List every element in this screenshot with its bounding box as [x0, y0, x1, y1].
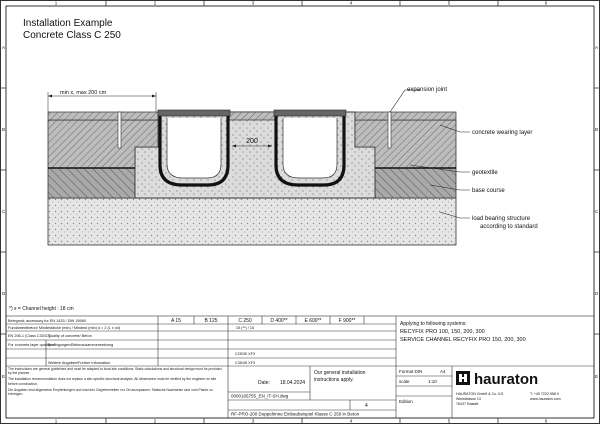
col-label: 5: [447, 0, 451, 6]
note-1: The instructions are general guidelines and must be adapted to local site conditions. Static calculations and structural design must be provided by the planner.: [8, 367, 222, 376]
company-addr-1: HAURATON GmbH & Co. KG: [456, 392, 504, 396]
col-label: 5: [447, 418, 451, 424]
title-line-2: Concrete Class C 250: [23, 30, 121, 41]
row-label: D: [595, 291, 599, 296]
base-course-left: [48, 168, 135, 198]
col-label: 1: [54, 0, 58, 6]
col-label: 2: [153, 0, 157, 6]
applies-line-1: RECYFIX PRO 100, 150, 200, 300: [400, 329, 485, 335]
company-addr-2: Werkstrasse 13: [456, 397, 481, 401]
date-label: Date:: [258, 380, 270, 386]
company-name: hauraton: [474, 371, 539, 388]
row-label: D: [2, 291, 6, 296]
callout-wearing-layer: concrete wearing layer: [472, 130, 533, 136]
callout-load-bearing-1: load bearing structure: [472, 216, 531, 222]
spec-row4-value: C25/30 XF3: [234, 352, 256, 356]
callout-expansion-joint: expansion joint: [407, 87, 448, 93]
expansion-joint-right: [388, 112, 391, 148]
applies-heading: Applying to following systems:: [400, 321, 467, 327]
note-3: Die Angaben sind allgemeine Empfehlungen und sind den Gegebenheiten vor Ort anzupassen. Statische Nachweise sind vom Planer zu erbringen.: [8, 387, 213, 397]
scale-value: 1:10: [428, 379, 437, 384]
row-label: A: [2, 45, 6, 50]
col-label: 2: [153, 418, 157, 424]
class-f900: F 900**: [338, 318, 356, 324]
company-addr-3: 76437 Rastatt: [456, 402, 479, 406]
expansion-joint-left: [118, 112, 121, 148]
spec-row2-label: Fundamentbeton/ Mindestdicke (min) / Mindest (min) d = 2 (L x cd): [8, 326, 121, 330]
footnote: *) x = Channel height : 18 cm: [9, 306, 74, 312]
date-value: 18.04.2024: [280, 380, 306, 386]
note-2: The installation recommendation does not replace a site-specific structural analysis. All dimensions must be verified by the engineer on site before construction.: [8, 377, 217, 386]
format-value: A4: [440, 369, 446, 374]
base-course-right: [375, 168, 456, 198]
edition-label: Edition: [399, 399, 413, 404]
spec-row4-sub: Bedingungen/Betonzusammensetzung: [48, 343, 114, 347]
row-label: C: [2, 209, 6, 214]
class-a15: A 15: [170, 318, 182, 324]
col-label: 4: [349, 418, 353, 424]
row-label: B: [595, 127, 599, 132]
spec-row3-label: EN 206-1 (Class C30/37): [8, 334, 51, 338]
general-instructions-1: Our general installation: [314, 370, 366, 376]
row-label: E: [595, 374, 599, 379]
class-d400: D 400**: [270, 318, 288, 324]
row-label: C: [595, 209, 599, 214]
col-label: 4: [349, 0, 353, 6]
dimension-top: min x, max 200 cm: [60, 90, 107, 96]
col-label: 1: [54, 418, 58, 424]
row-label: E: [2, 374, 6, 379]
scale-label: scale: [399, 379, 410, 384]
company-phone: T: +49 7222 958 0: [530, 392, 559, 396]
row-label: B: [2, 127, 6, 132]
general-instructions-2: instructions apply.: [314, 377, 354, 383]
callout-load-bearing-2: according to standard: [480, 224, 538, 230]
format-label: Format DIN: [399, 369, 423, 374]
class-e600: E 600**: [304, 318, 322, 324]
applies-line-2: SERVICE CHANNEL RECYFIX PRO 150, 200, 300: [400, 337, 526, 343]
doc-sheet: 4: [365, 403, 368, 409]
callout-base-course: base course: [472, 188, 505, 194]
cross-section: [48, 90, 456, 245]
row-label: A: [595, 45, 599, 50]
doc-file: 0000165755_EN_IT-SH.dwg: [231, 393, 289, 399]
company-web: www.hauraton.com: [530, 397, 561, 401]
class-c250: C 250: [238, 318, 252, 324]
spec-row5-value: C35/45 XF3: [234, 361, 256, 365]
spec-row3-sub: Quality of concrete/ Beton: [48, 334, 92, 338]
col-label: 3: [251, 418, 255, 424]
dimension-mid: 200: [246, 138, 258, 145]
spec-row5-sub: Weitere Angaben/Further Information: [48, 361, 111, 365]
spec-row4-label: For concrete layer quality of: [8, 343, 55, 347]
col-label: 3: [251, 0, 255, 6]
class-b125: B 125: [204, 318, 218, 324]
spec-row1-label: Belegrost; accessory fur EN 1433 / DIN 19580: [8, 319, 86, 323]
spec-row2-value: 15 (**) / 15: [235, 326, 255, 330]
title-line-1: Installation Example: [23, 18, 113, 29]
company-logo: [456, 371, 538, 388]
callout-geotextile: geotextile: [472, 170, 498, 176]
doc-title: RF-PRO-200 Doppelrinne Einbaubeispiel Klasse C 250 in Beton: [231, 411, 360, 417]
col-label: 6: [544, 418, 548, 424]
col-label: 6: [544, 0, 548, 6]
load-bearing-structure: [48, 198, 456, 245]
